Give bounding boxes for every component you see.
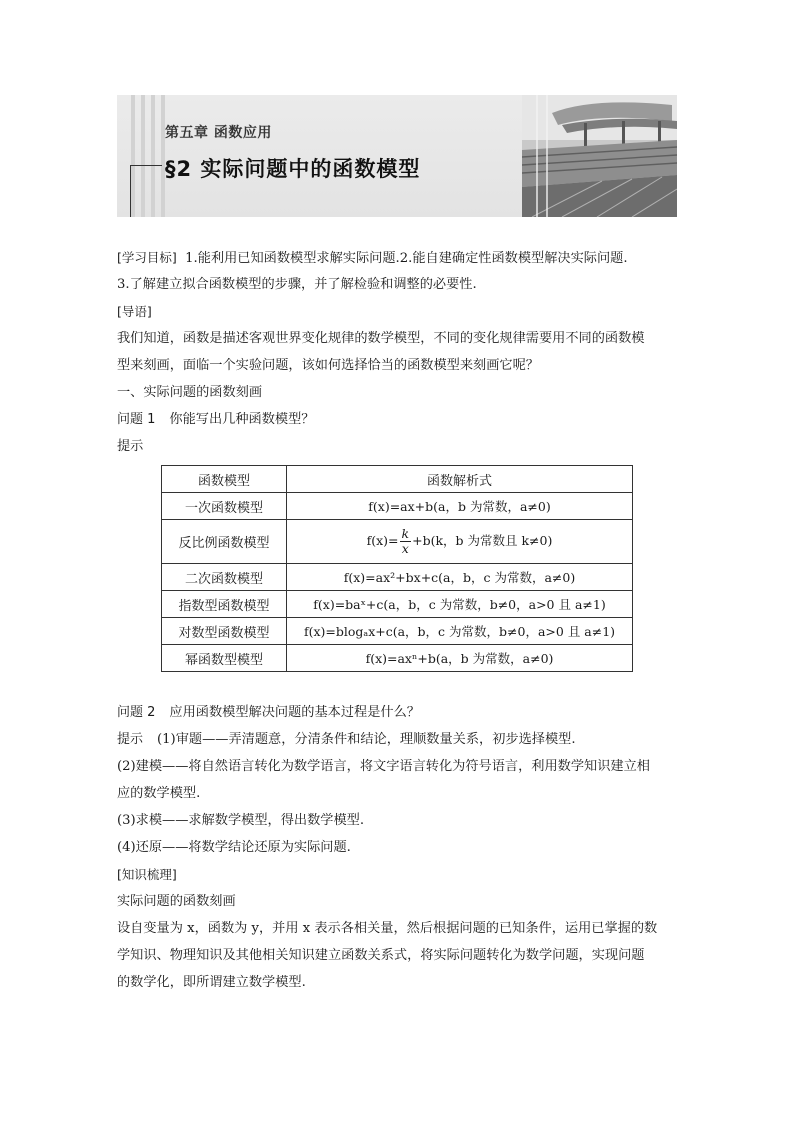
- learning-goals-text: 1.能利用已知函数模型求解实际问题.2.能自建确定性函数模型解决实际问题.: [185, 251, 628, 266]
- step-3: (3)求模——求解数学模型，得出数学模型.: [117, 813, 365, 828]
- model-formula: f(x)=blogₐx+c(a，b，c 为常数，b≠0，a>0 且 a≠1): [287, 618, 633, 645]
- step-2-line-2: 应的数学模型.: [117, 786, 201, 801]
- model-name: 一次函数模型: [162, 493, 287, 520]
- model-name: 指数型函数模型: [162, 591, 287, 618]
- learning-goals-line-2: 3.了解建立拟合函数模型的步骤，并了解检验和调整的必要性.: [117, 277, 477, 292]
- fraction-denominator: x: [401, 541, 409, 556]
- model-name: 对数型函数模型: [162, 618, 287, 645]
- knowledge-line-1: 设自变量为 x，函数为 y，并用 x 表示各相关量，然后根据问题的已知条件，运用已掌握的数: [117, 921, 658, 936]
- step-1: [117, 726, 679, 753]
- model-formula: f(x)=ax+b(a，b 为常数，a≠0): [287, 493, 633, 520]
- model-formula: f(x)=axⁿ+b(a，b 为常数，a≠0): [287, 645, 633, 672]
- step-2-line-1: (2)建模——将自然语言转化为数学语言，将文字语言转化为符号语言，利用数学知识建立相: [117, 759, 650, 774]
- knowledge-line-2: 学知识、物理知识及其他相关知识建立函数关系式，将实际问题转化为数学问题，实现问题: [117, 948, 645, 963]
- formula-suffix: +b(k，b 为常数且 k≠0): [412, 533, 553, 548]
- question-2-label: 问题 2: [117, 705, 156, 720]
- learning-goals-tag: [学习目标]: [117, 250, 177, 265]
- question-2-text: 应用函数模型解决问题的基本过程是什么？: [169, 705, 420, 720]
- learning-goals-line: [117, 244, 679, 272]
- model-name: 二次函数模型: [162, 564, 287, 591]
- formula-prefix: f(x)=: [366, 533, 399, 548]
- table-row: [162, 520, 633, 564]
- stadium-photo: [522, 95, 677, 217]
- model-formula: f(x)=ax²+bx+c(a，b，c 为常数，a≠0): [287, 564, 633, 591]
- question-1: [117, 406, 679, 433]
- model-formula: f(x)=baˣ+c(a，b，c 为常数，b≠0，a>0 且 a≠1): [287, 591, 633, 618]
- banner-frame-line: [130, 165, 131, 217]
- step-1-text: (1)审题——弄清题意，分清条件和结论，理顺数量关系，初步选择模型.: [157, 732, 576, 747]
- step-4: (4)还原——将数学结论还原为实际问题.: [117, 840, 351, 855]
- knowledge-line-3: 的数学化，即所谓建立数学模型.: [117, 975, 306, 990]
- intro-text-line-1: 我们知道，函数是描述客观世界变化规律的数学模型，不同的变化规律需要用不同的函数模: [117, 331, 645, 346]
- section-title: §2 实际问题中的函数模型: [165, 157, 421, 181]
- knowledge-tag: [知识梳理]: [117, 867, 177, 882]
- function-model-table: [161, 465, 633, 672]
- table-row: [162, 618, 633, 645]
- fraction: [400, 527, 412, 556]
- part1-heading: 一、实际问题的函数刻画: [117, 385, 263, 400]
- chapter-title: 第五章 函数应用: [165, 125, 272, 141]
- table-header-row: [162, 466, 633, 493]
- table-header-model: 函数模型: [162, 466, 287, 493]
- question-2: [117, 699, 679, 726]
- banner-stripes: [131, 95, 169, 217]
- model-formula: [287, 520, 633, 564]
- table-row: [162, 564, 633, 591]
- intro-tag: [导语]: [117, 304, 152, 319]
- model-name: 反比例函数模型: [162, 520, 287, 564]
- banner-frame-line: [130, 165, 162, 166]
- model-name: 幂函数型模型: [162, 645, 287, 672]
- question-1-label: 问题 1: [117, 412, 156, 427]
- knowledge-heading: 实际问题的函数刻画: [117, 894, 236, 909]
- table-row: [162, 645, 633, 672]
- chapter-banner: [117, 95, 677, 217]
- question-1-text: 你能写出几种函数模型？: [169, 412, 315, 427]
- hint-label-2: 提示: [117, 732, 144, 747]
- table-row: [162, 493, 633, 520]
- table-header-formula: 函数解析式: [287, 466, 633, 493]
- intro-text-line-2: 型来刻画，面临一个实验问题，该如何选择恰当的函数模型来刻画它呢？: [117, 358, 539, 373]
- fraction-numerator: k: [401, 526, 410, 541]
- table-row: [162, 591, 633, 618]
- hint-label: 提示: [117, 439, 144, 454]
